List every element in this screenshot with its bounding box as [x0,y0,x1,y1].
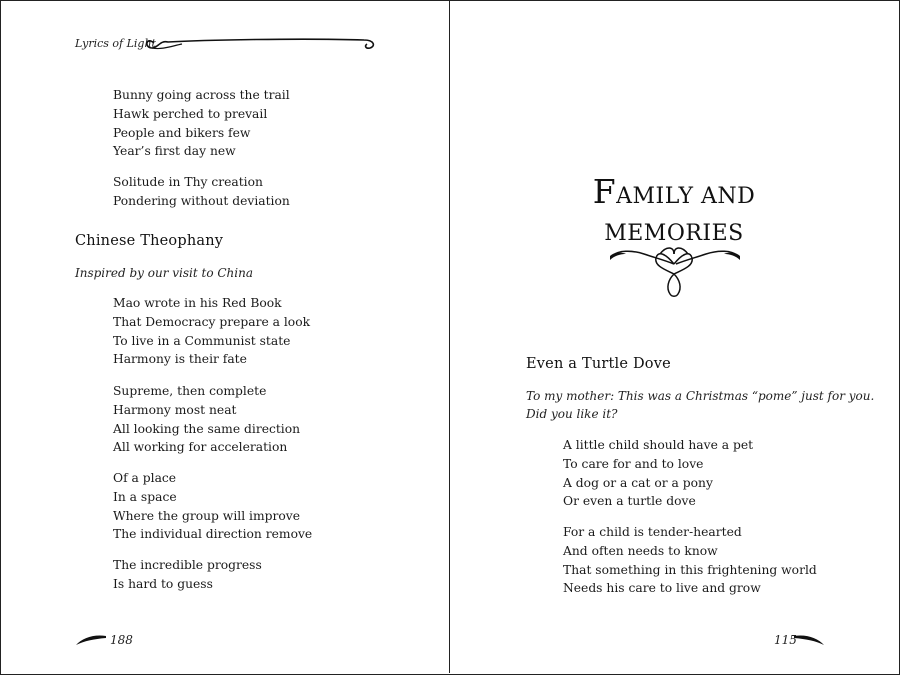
verse-line: For a child is tender-hearted [563,525,742,539]
chapter-ornament [608,240,742,300]
verse-line: Mao wrote in his Red Book [113,296,282,310]
verse-line: Supreme, then complete [113,384,267,398]
stanza-4 [113,382,300,457]
verse-line: To live in a Communist state [113,333,291,348]
verse-line: Solitude in Thy creation [113,175,263,189]
subtitle-line: Did you like it? [526,407,618,421]
verse-line: Year’s first day new [113,144,236,159]
stanza-5 [113,469,312,544]
stanza-3 [113,294,310,369]
folio-swash-ornament [74,632,108,648]
verse-line: All working for acceleration [113,440,288,455]
verse-line: A dog or a cat or a pony [563,475,713,490]
poem-subtitle [526,387,874,423]
verse-line: The incredible progress [113,558,262,572]
poem-subtitle: Inspired by our visit to China [75,266,254,280]
head-rule-ornament [142,34,378,52]
verse-line: Harmony most neat [113,402,237,417]
stanza-1 [113,86,290,161]
verse-line: And often needs to know [563,543,718,558]
verse-line: A little child should have a pet [563,438,754,452]
verse-line: The individual direction remove [113,527,313,542]
stanza-2 [113,173,290,211]
verse-line: That something in this frightening world [563,562,817,577]
verse-line: Hawk perched to prevail [113,106,268,121]
stanza-2 [563,523,817,598]
left-page [0,0,449,673]
page-number: 115 [774,633,797,647]
verse-line: All looking the same direction [113,421,301,436]
page-number: 188 [110,633,133,647]
verse-line: Pondering without deviation [113,193,290,208]
poem-title: Even a Turtle Dove [526,356,671,372]
verse-line: In a space [113,489,177,504]
verse-line: Where the group will improve [113,508,301,523]
stanza-1 [563,436,753,511]
verse-line: People and bikers few [113,125,251,140]
subtitle-line: To my mother: This was a Christmas “pome” just for you. [526,389,875,403]
verse-line: Is hard to guess [113,576,213,591]
chapter-title-line-1 [450,172,898,211]
verse-line: Bunny going across the trail [113,88,290,102]
verse-line: That Democracy prepare a look [113,314,311,329]
poem-title: Chinese Theophany [75,233,224,249]
running-head: Lyrics of Light [75,37,156,50]
verse-line: Harmony is their fate [113,352,247,367]
chapter-title-line-2-text: MEMORIES [604,221,744,246]
folio-swash-ornament [792,632,826,648]
verse-line: Needs his care to live and grow [563,581,761,596]
verse-line: Of a place [113,471,177,485]
chapter-title-initial: F [592,172,617,211]
verse-line: To care for and to love [563,456,704,471]
verse-line: Or even a turtle dove [563,494,696,509]
chapter-title-rest: AMILY AND [616,184,756,209]
right-page [450,0,898,673]
stanza-6 [113,556,262,594]
